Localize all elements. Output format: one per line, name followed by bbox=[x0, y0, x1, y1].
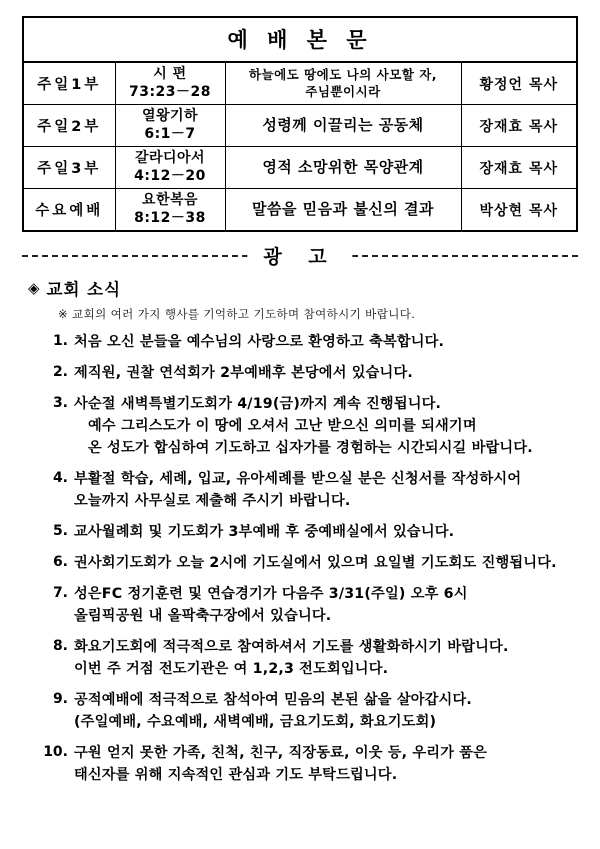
notice-number: 1. bbox=[52, 333, 68, 349]
table-row bbox=[23, 62, 577, 105]
list-item bbox=[42, 362, 578, 384]
list-item bbox=[42, 636, 578, 680]
sermon-title: 영적 소망위한 목양관계 bbox=[225, 147, 461, 189]
notice-line: 구원 얻지 못한 가족, 친척, 친구, 직장동료, 이웃 등, 우리가 품은 bbox=[74, 745, 488, 761]
notice-line: 이번 주 거점 전도기관은 여 1,2,3 전도회입니다. bbox=[74, 661, 389, 677]
list-item bbox=[42, 689, 578, 733]
sermon-title: 말씀을 믿음과 불신의 결과 bbox=[225, 189, 461, 232]
reference-line-1: 요한복음 bbox=[141, 192, 199, 208]
scripture-reference bbox=[115, 105, 225, 147]
church-news-header bbox=[22, 276, 578, 300]
list-item bbox=[42, 468, 578, 512]
notice-number: 6. bbox=[52, 554, 68, 570]
notice-line: 처음 오신 분들을 예수님의 사랑으로 환영하고 축복합니다. bbox=[74, 334, 445, 350]
worship-table bbox=[22, 16, 578, 232]
notice-line: 성은FC 정기훈련 및 연습경기가 다음주 3/31(주일) 오후 6시 bbox=[74, 586, 468, 602]
table-row bbox=[23, 147, 577, 189]
notice-line: 올림픽공원 내 올팍축구장에서 있습니다. bbox=[74, 608, 332, 624]
scripture-reference bbox=[115, 147, 225, 189]
list-item bbox=[42, 583, 578, 627]
notice-number: 9. bbox=[52, 691, 68, 707]
notice-body bbox=[74, 468, 578, 512]
table-row bbox=[23, 105, 577, 147]
church-news-subnote: ※ 교회의 여러 가지 행사를 기억하고 기도하며 참여하시기 바랍니다. bbox=[58, 307, 416, 321]
list-item bbox=[42, 331, 578, 353]
notice-body bbox=[74, 689, 578, 733]
reference-line-1: 시 편 bbox=[153, 66, 187, 82]
service-name: 주일1부 bbox=[23, 62, 115, 105]
section-divider bbox=[22, 242, 578, 268]
notice-line: 제직원, 권찰 연석회가 2부예배후 본당에서 있습니다. bbox=[74, 365, 413, 381]
reference-line-2: 73:23－28 bbox=[128, 83, 212, 100]
notice-line: (주일예배, 수요예배, 새벽예배, 금요기도회, 화요기도회) bbox=[74, 714, 437, 730]
notice-body bbox=[74, 636, 578, 680]
diamond-icon: ◈ bbox=[28, 278, 40, 297]
reference-line-2: 4:12－20 bbox=[134, 167, 206, 184]
notices-list bbox=[22, 331, 578, 786]
notice-body bbox=[74, 331, 578, 353]
service-name: 주일2부 bbox=[23, 105, 115, 147]
sermon-title-line-1: 하늘에도 땅에도 나의 사모할 자, bbox=[248, 66, 438, 82]
notice-line: 사순절 새벽특별기도회가 4/19(금)까지 계속 진행됩니다. bbox=[74, 396, 442, 412]
notice-number: 8. bbox=[52, 638, 68, 654]
reference-line-2: 6:1－7 bbox=[144, 125, 196, 142]
pastor-name: 황정언 목사 bbox=[461, 62, 577, 105]
pastor-name: 장재효 목사 bbox=[461, 105, 577, 147]
worship-table-title: 예 배 본 문 bbox=[23, 17, 577, 62]
announcements-heading: 광 고 bbox=[263, 246, 337, 268]
sermon-title bbox=[225, 62, 461, 105]
worship-table-title-row bbox=[23, 17, 577, 62]
scripture-reference bbox=[115, 189, 225, 232]
notice-line: 태신자를 위해 지속적인 관심과 기도 부탁드립니다. bbox=[74, 767, 398, 783]
notice-line: 부활절 학습, 세례, 입교, 유아세례를 받으실 분은 신청서를 작성하시어 bbox=[74, 471, 522, 487]
worship-table-body bbox=[23, 17, 577, 231]
notice-number: 7. bbox=[52, 585, 68, 601]
notice-body bbox=[74, 393, 578, 459]
list-item bbox=[42, 521, 578, 543]
notice-body bbox=[74, 742, 578, 786]
notice-line: 화요기도회에 적극적으로 참여하셔서 기도를 생활화하시기 바랍니다. bbox=[74, 639, 509, 655]
notice-number: 3. bbox=[52, 395, 68, 411]
list-item bbox=[42, 742, 578, 786]
sermon-title: 성령께 이끌리는 공동체 bbox=[225, 105, 461, 147]
notice-line: 공적예배에 적극적으로 참석아여 믿음의 본된 삶을 살아갑시다. bbox=[74, 692, 472, 708]
notice-number: 2. bbox=[52, 364, 68, 380]
table-row bbox=[23, 189, 577, 232]
sermon-title-line-2: 주님뿐이시라 bbox=[305, 83, 381, 99]
notice-number: 5. bbox=[52, 523, 68, 539]
pastor-name: 박상현 목사 bbox=[461, 189, 577, 232]
list-item bbox=[42, 393, 578, 459]
reference-line-1: 갈라디아서 bbox=[134, 150, 206, 166]
divider-title-wrap bbox=[247, 242, 352, 269]
scripture-reference bbox=[115, 62, 225, 105]
church-news-title: 교회 소식 bbox=[46, 280, 122, 299]
list-item bbox=[42, 552, 578, 574]
notice-line: 예수 그리스도가 이 땅에 오셔서 고난 받으신 의미를 되새기며 bbox=[88, 418, 477, 434]
service-name: 주일3부 bbox=[23, 147, 115, 189]
notice-line: 권사회기도회가 오늘 2시에 기도실에서 있으며 요일별 기도회도 진행됩니다. bbox=[74, 555, 557, 571]
notice-body bbox=[74, 521, 578, 543]
notice-body bbox=[74, 362, 578, 384]
notice-line: 오늘까지 사무실로 제출해 주시기 바랍니다. bbox=[74, 493, 351, 509]
notice-body bbox=[74, 583, 578, 627]
notice-line: 온 성도가 합심하여 기도하고 십자가를 경험하는 시간되시길 바랍니다. bbox=[88, 440, 533, 456]
notice-body bbox=[74, 552, 578, 574]
notice-number: 4. bbox=[52, 470, 68, 486]
service-name: 수요예배 bbox=[23, 189, 115, 232]
pastor-name: 장재효 목사 bbox=[461, 147, 577, 189]
notice-number: 10. bbox=[43, 744, 68, 760]
reference-line-1: 열왕기하 bbox=[141, 108, 199, 124]
reference-line-2: 8:12－38 bbox=[134, 209, 206, 226]
notice-line: 교사월례회 및 기도회가 3부예배 후 중예배실에서 있습니다. bbox=[74, 524, 455, 540]
